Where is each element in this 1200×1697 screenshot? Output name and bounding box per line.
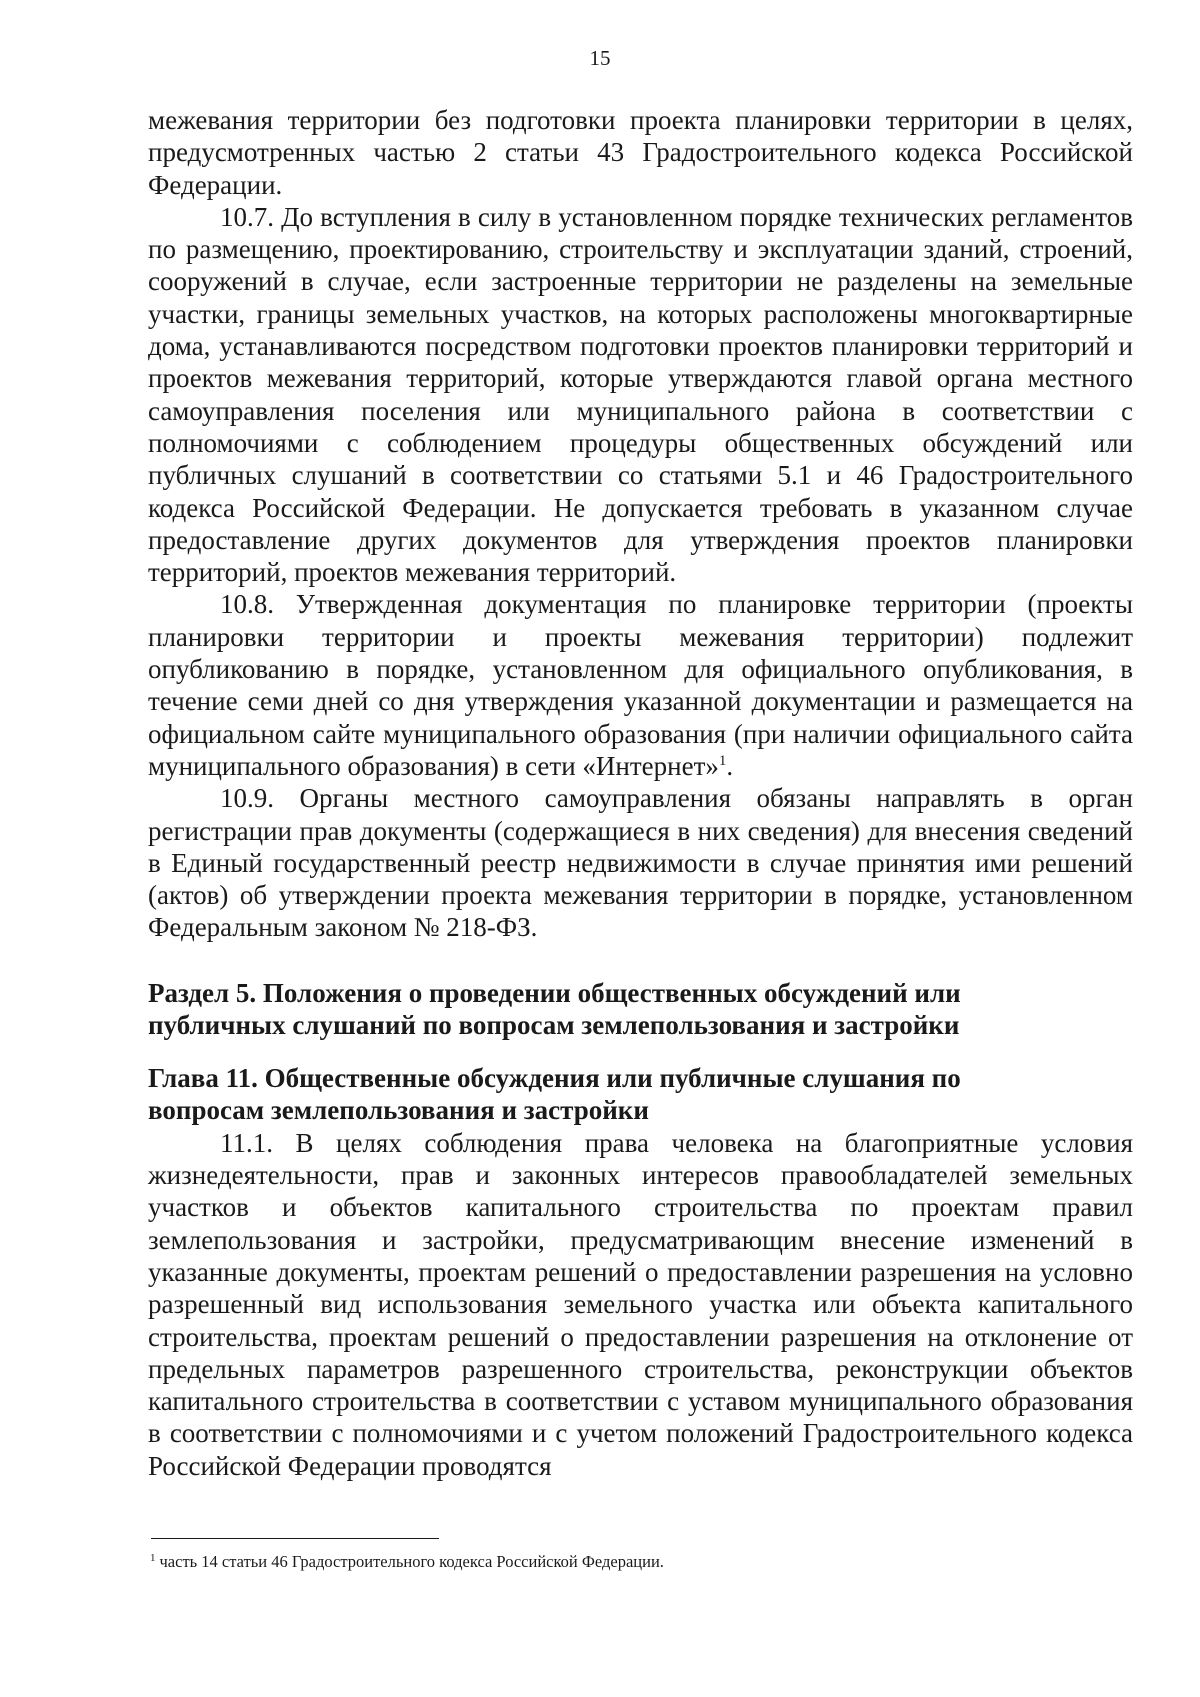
footnote-text: часть 14 статьи 46 Градостроительного кодекса Российской Федерации. — [159, 1552, 664, 1571]
chapter-heading-line-2: вопросам землепользования и застройки — [148, 1095, 649, 1126]
footnote-divider — [151, 1538, 439, 1539]
paragraph-continuation: межевания территории без подготовки проекта планировки территории в целях, предусмотренных частью 2 статьи 43 Градостроительного кодекса Российской Федерации. — [148, 105, 1133, 200]
page-number: 15 — [589, 46, 611, 70]
section-heading-line-2: публичных слушаний по вопросам землепользования и застройки — [148, 1010, 960, 1041]
paragraph-10-9: 10.9. Органы местного самоуправления обязаны направлять в орган регистрации прав документы (содержащиеся в них сведения) для внесения сведений в Единый государственный реестр недвижимости в случае принятия ими решений (актов) об утверждении проекта межевания территории в порядке, установленном Федеральным законом № 218-ФЗ. — [148, 783, 1133, 943]
section-heading — [148, 977, 1133, 1042]
paragraph-10-8 — [148, 588, 1133, 782]
footnote — [150, 1551, 1135, 1573]
section-heading-line-1: Раздел 5. Положения о проведении общественных обсуждений или — [148, 977, 961, 1008]
footnote-marker: 1 — [150, 1551, 156, 1564]
paragraph-11-1: 11.1. В целях соблюдения права человека на благоприятные условия жизнедеятельности, прав и законных интересов правообладателей земельных участков и объектов капитального строительства по проектам правил землепользования и застройки, предусматривающим внесение изменений в указанные документы, проектам решений о предоставлении разрешения на условно разрешенный вид использования земельного участка или объекта капитального строительства, проектам решений о предоставлении разрешения на отклонение от предельных параметров разрешенного строительства, реконструкции объектов капитального строительства в соответствии с уставом муниципального образования в соответствии с полномочиями и с учетом положений Градостроительного кодекса Российской Федерации проводятся — [148, 1127, 1133, 1481]
footnote-reference: 1 — [718, 752, 727, 769]
paragraph-10-8-tail: . — [726, 750, 734, 781]
paragraph-10-7: 10.7. До вступления в силу в установленном порядке технических регламентов по размещению, проектированию, строительству и эксплуатации зданий, строений, сооружений в случае, если застроенные территории не разделены на земельные участки, границы земельных участков, на которых расположены многоквартирные дома, устанавливаются посредством подготовки проектов планировки территорий и проектов межевания территорий, которые утверждаются главой органа местного самоуправления поселения или муниципального района в соответствии с полномочиями с соблюдением процедуры общественных обсуждений или публичных слушаний в соответствии со статьями 5.1 и 46 Градостроительного кодекса Российской Федерации. Не допускается требовать в указанном случае предоставление других документов для утверждения проектов планировки территорий, проектов межевания территорий. — [148, 201, 1133, 588]
paragraph-10-8-text: 10.8. Утвержденная документация по планировке территории (проекты планировки территории и проекты межевания территории) подлежит опубликованию в порядке, установленном для официального опубликования, в течение семи дней со дня утверждения указанной документации и размещается на официальном сайте муниципального образования (при наличии официального сайта муниципального образования) в сети «Интернет» — [148, 589, 1133, 781]
document-body — [148, 104, 1133, 1482]
chapter-heading-line-1: Глава 11. Общественные обсуждения или публичные слушания по — [148, 1062, 961, 1093]
chapter-heading — [148, 1062, 1133, 1127]
